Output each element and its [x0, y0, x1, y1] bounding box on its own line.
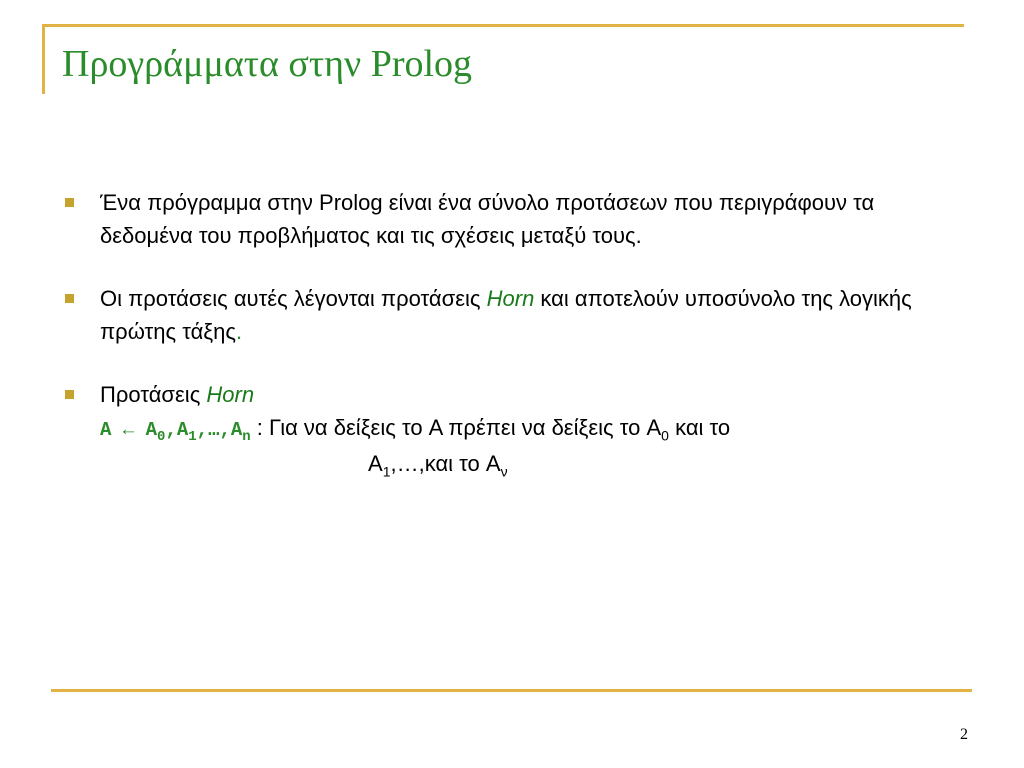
bullet-item — [62, 378, 962, 411]
left-rule — [42, 24, 45, 94]
bullet-item — [62, 282, 962, 348]
square-bullet-icon — [65, 390, 74, 399]
horn-clause-formula — [62, 411, 962, 447]
horn-term: Horn — [486, 286, 535, 311]
slide-title: Προγράμματα στην Prolog — [62, 43, 473, 85]
bullet-text: Προτάσεις — [100, 382, 207, 407]
bullet-item — [62, 186, 962, 252]
bullet-text: Οι προτάσεις αυτές λέγονται προτάσεις — [100, 286, 487, 311]
bullet-text: και αποτελούν υποσύνολο της λογικής πρώτης τάξης — [100, 286, 912, 344]
square-bullet-icon — [65, 294, 74, 303]
bottom-rule — [51, 689, 972, 692]
slide-body — [62, 186, 962, 480]
formula-explanation-continued: $A_1,\dots,\kappa\alpha\iota$ το $A_\nu$ — [368, 451, 508, 480]
horn-term: Horn — [206, 382, 255, 407]
page-number: 2 — [960, 726, 968, 743]
bullet-text: Ένα πρόγραμμα στην Prolog είναι ένα σύνολο προτάσεων που περιγράφουν τα δεδομένα του προβλήματος και τις σχέσεις μεταξύ τους. — [100, 190, 875, 248]
formula-expression: A ← $A_0,A_1,\dots,A_n$ — [100, 419, 251, 445]
period-mark: . — [236, 319, 243, 344]
formula-explanation: : Για να δείξεις το A πρέπει να δείξεις το $A_0$ και το — [250, 415, 731, 444]
square-bullet-icon — [65, 198, 74, 207]
top-rule — [42, 24, 964, 27]
